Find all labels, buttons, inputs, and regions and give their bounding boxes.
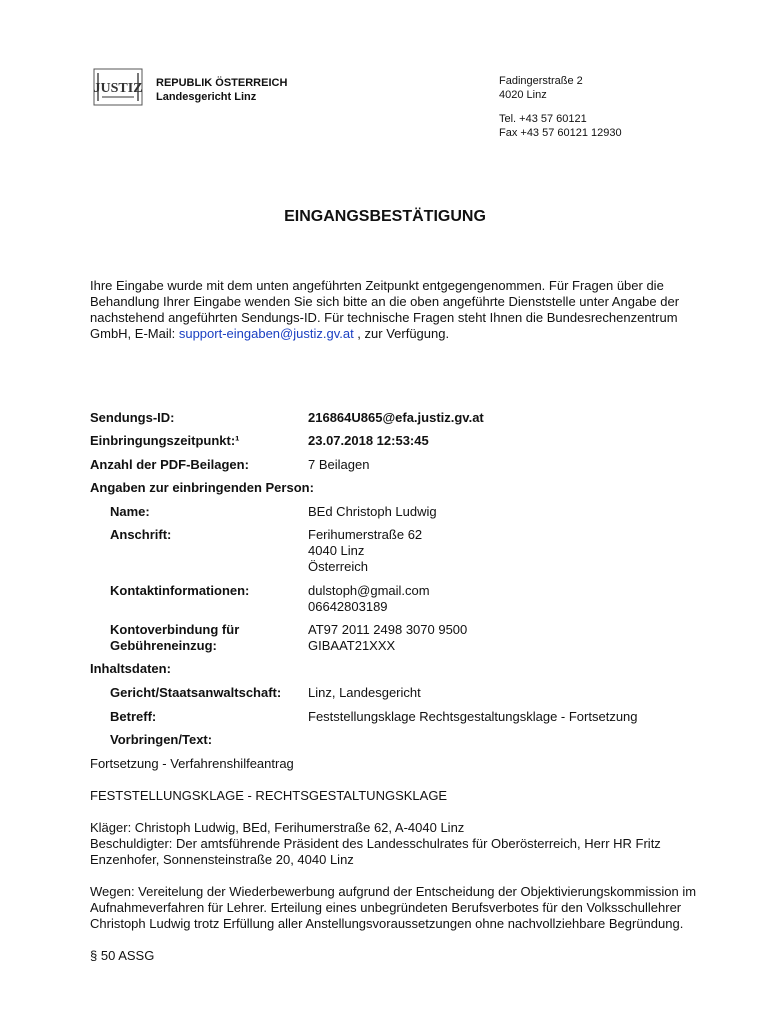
kontakt-phone: 06642803189: [308, 599, 388, 614]
plaintiff-line: Kläger: Christoph Ludwig, BEd, Ferihumerstraße 62, A-4040 Linz: [90, 820, 465, 835]
support-email-link[interactable]: support-eingaben@justiz.gv.at: [178, 326, 354, 341]
kontakt-value: [308, 583, 430, 615]
defendant-line: Beschuldigter: Der amtsführende Präsident des Landesschulrates für Oberösterreich, Herr HR Fritz Enzenhofer, Sonnensteinstraße 20, 4040 Linz: [90, 836, 661, 867]
vorbringen-label: Vorbringen/Text:: [110, 732, 213, 747]
justiz-emblem-icon: [90, 67, 146, 107]
anschrift-city: 4040 Linz: [308, 543, 365, 558]
body-paragraph-2: FESTSTELLUNGSKLAGE - RECHTSGESTALTUNGSKLAGE: [90, 788, 448, 803]
address-city: 4020 Linz: [499, 89, 547, 101]
kontakt-label: Kontaktinformationen:: [110, 583, 250, 598]
betreff-label: Betreff:: [110, 709, 157, 724]
anschrift-value: [308, 527, 422, 575]
beilagen-value: 7 Beilagen: [308, 457, 370, 472]
anschrift-country: Österreich: [308, 559, 368, 574]
intro-text-after: , zur Verfügung.: [353, 326, 450, 341]
zeitpunkt-value: 23.07.2018 12:53:45: [308, 433, 429, 448]
name-value: BEd Christoph Ludwig: [308, 504, 437, 519]
body-paragraph-1: Fortsetzung - Verfahrenshilfeantrag: [90, 756, 294, 771]
gericht-label: Gericht/Staatsanwaltschaft:: [110, 685, 282, 700]
intro-paragraph: [90, 278, 690, 342]
address-street: Fadingerstraße 2: [499, 75, 583, 87]
konto-label-line1: Kontoverbindung für: [110, 622, 240, 637]
sendungs-id-label: Sendungs-ID:: [90, 410, 175, 425]
justiz-logo: [90, 67, 146, 107]
address-fax: Fax +43 57 60121 12930: [499, 127, 622, 139]
body-paragraph-4: Wegen: Vereitelung der Wiederbewerbung aufgrund der Entscheidung der Objektivierungskommission im Aufnahmeverfahren für Lehrer. Erteilung eines unbegründeten Berufsverbotes für den Volksschullehrer Christoph Ludwig trotz Erfüllung aller Anstellungsvoraussetzungen ohne nachvollziehbare Begründung.: [90, 884, 697, 931]
court-address: [499, 74, 622, 140]
zeitpunkt-label: Einbringungszeitpunkt:¹: [90, 433, 240, 448]
logo-text: JUSTIZ: [93, 81, 143, 96]
konto-label-line2: Gebühreneinzug:: [110, 638, 217, 653]
agency-court: Landesgericht Linz: [156, 91, 257, 103]
konto-label: [110, 622, 239, 654]
body-paragraph-3: [90, 820, 730, 868]
kontakt-email: dulstoph@gmail.com: [308, 583, 430, 598]
intro-text-before: Ihre Eingabe wurde mit dem unten angeführten Zeitpunkt entgegengenommen. Für Fragen über die Behandlung Ihrer Eingabe wenden Sie sich bitte an die oben angeführte Dienststelle unter Angabe der nachstehend angeführten Sendungs-ID. Für technische Fragen steht Ihnen die Bundesrechenzentrum GmbH, E-Mail:: [90, 278, 680, 341]
konto-iban: AT97 2011 2498 3070 9500: [308, 622, 468, 637]
anschrift-street: Ferihumerstraße 62: [308, 527, 423, 542]
address-tel: Tel. +43 57 60121: [499, 113, 587, 125]
agency-block: [156, 76, 287, 104]
inhalt-heading: Inhaltsdaten:: [90, 661, 171, 676]
beilagen-label: Anzahl der PDF-Beilagen:: [90, 457, 249, 472]
anschrift-label: Anschrift:: [110, 527, 172, 542]
konto-value: [308, 622, 467, 654]
body-paragraph-5: § 50 ASSG: [90, 948, 155, 963]
page-title: EINGANGSBESTÄTIGUNG: [284, 208, 486, 225]
person-heading: Angaben zur einbringenden Person:: [90, 480, 314, 495]
agency-country: REPUBLIK ÖSTERREICH: [156, 77, 288, 89]
name-label: Name:: [110, 504, 150, 519]
konto-bic: GIBAAT21XXX: [308, 638, 396, 653]
gericht-value: Linz, Landesgericht: [308, 685, 421, 700]
betreff-value: Feststellungsklage Rechtsgestaltungsklage - Fortsetzung: [308, 709, 638, 724]
sendungs-id-value: 216864U865@efa.justiz.gv.at: [308, 410, 484, 425]
